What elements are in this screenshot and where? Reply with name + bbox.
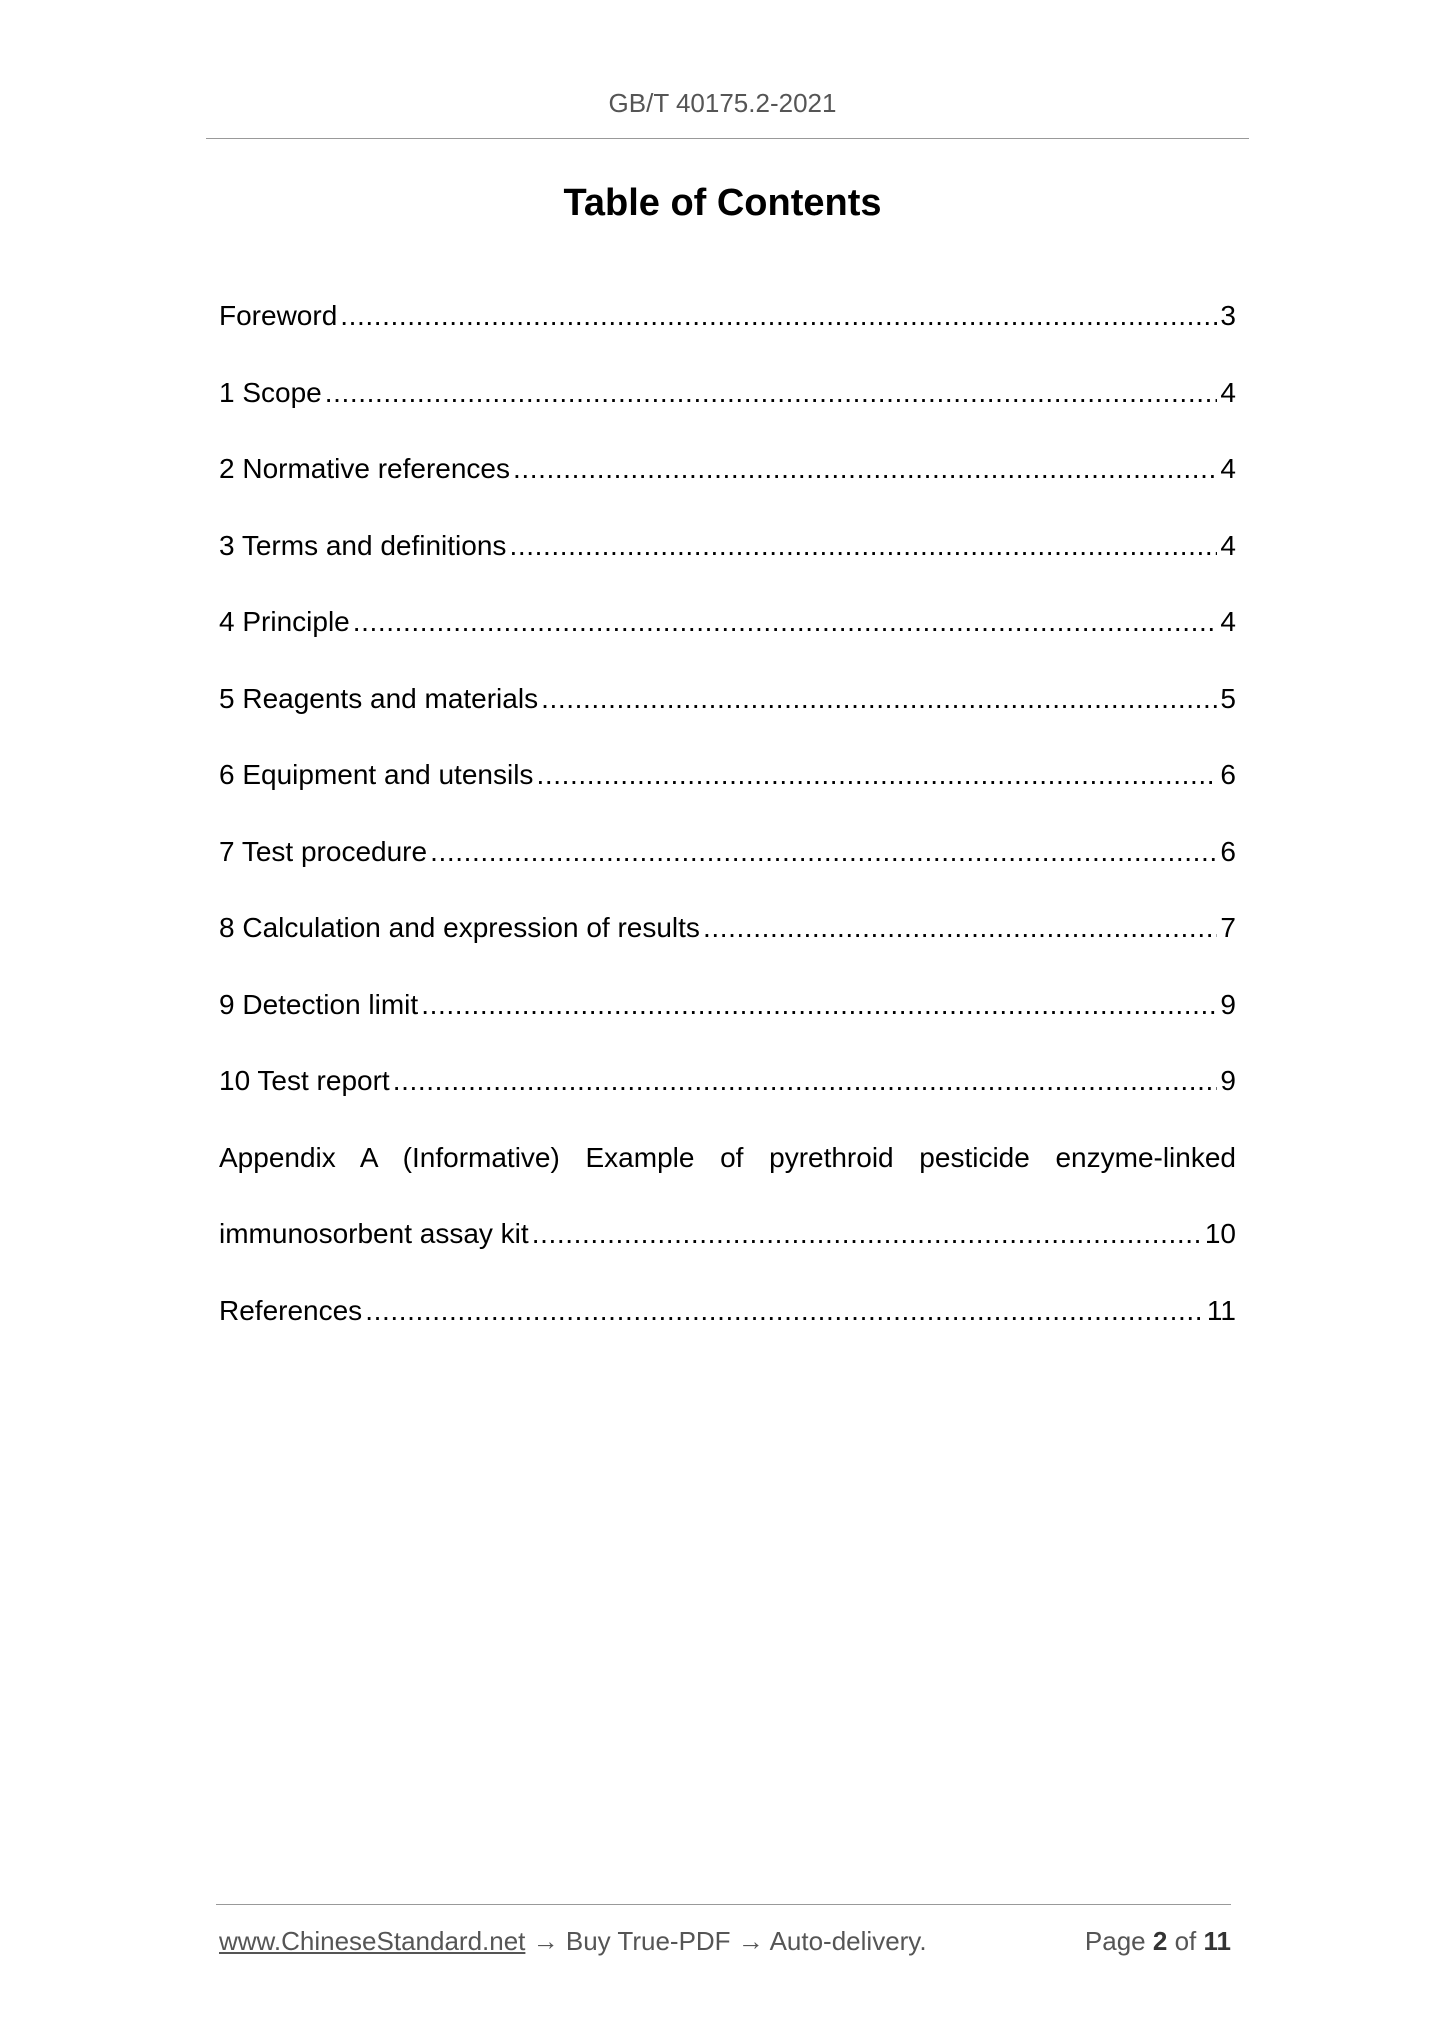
toc-entry-label: 8 Calculation and expression of results bbox=[219, 912, 700, 943]
toc-dot-leader bbox=[325, 377, 1218, 409]
page-title: Table of Contents bbox=[563, 182, 882, 224]
toc-entry-page: 7 bbox=[1220, 912, 1236, 943]
toc-dot-leader bbox=[536, 759, 1217, 791]
toc-dot-leader bbox=[365, 1295, 1204, 1327]
footer-page-prefix: Page bbox=[1084, 1926, 1146, 1956]
toc-entry-page: 3 bbox=[1220, 300, 1236, 331]
toc-entry-foreword[interactable] bbox=[219, 300, 1236, 377]
toc-entry-label: 2 Normative references bbox=[219, 453, 511, 484]
footer-page-number bbox=[1085, 1926, 1231, 1957]
toc-entry-continuation bbox=[219, 1218, 1236, 1295]
toc-dot-leader bbox=[353, 606, 1218, 638]
toc-entry-principle[interactable] bbox=[219, 606, 1236, 683]
toc-entry-reagents-and-materials[interactable] bbox=[219, 683, 1236, 760]
toc-entry-label: 6 Equipment and utensils bbox=[219, 759, 534, 790]
footer-promo-text: → Buy True-PDF → Auto-delivery. bbox=[525, 1926, 927, 1956]
toc-entry-label: Foreword bbox=[219, 300, 338, 331]
toc-entry-page: 4 bbox=[1220, 453, 1236, 484]
footer-promo bbox=[219, 1926, 927, 1957]
toc-entry-normative-references[interactable] bbox=[219, 453, 1236, 530]
toc-entry-scope[interactable] bbox=[219, 377, 1236, 454]
toc-entry-label: References bbox=[219, 1294, 363, 1326]
toc-dot-leader bbox=[393, 1065, 1218, 1097]
toc-entry-page: 6 bbox=[1220, 759, 1236, 790]
toc-entry-test-procedure[interactable] bbox=[219, 836, 1236, 913]
toc-entry-terms-and-definitions[interactable] bbox=[219, 530, 1236, 607]
toc-entry-label: 10 Test report bbox=[219, 1065, 390, 1096]
header-doc-code: GB/T 40175.2-2021 bbox=[608, 88, 837, 118]
toc-entry-test-report[interactable] bbox=[219, 1065, 1236, 1142]
footer-page-current: 2 bbox=[1152, 1926, 1168, 1956]
toc-entry-label: 1 Scope bbox=[219, 376, 322, 408]
toc-dot-leader bbox=[340, 300, 1217, 332]
toc-entry-page: 9 bbox=[1220, 1065, 1236, 1096]
toc-dot-leader bbox=[532, 1218, 1202, 1250]
toc-dot-leader bbox=[421, 989, 1217, 1021]
toc-entry-label: 9 Detection limit bbox=[219, 988, 419, 1020]
toc-entry-references[interactable] bbox=[219, 1295, 1236, 1372]
footer-page-of: of bbox=[1174, 1926, 1197, 1956]
toc-entry-page: 5 bbox=[1220, 682, 1236, 714]
footer-divider bbox=[216, 1904, 1231, 1905]
toc-entry-page: 4 bbox=[1220, 606, 1236, 637]
toc-entry-label: 4 Principle bbox=[219, 606, 350, 637]
page-footer bbox=[219, 1926, 1231, 1957]
toc-entry-page: 4 bbox=[1220, 376, 1236, 408]
toc-entry-detection-limit[interactable] bbox=[219, 989, 1236, 1066]
toc-entry-page: 10 bbox=[1204, 1218, 1236, 1249]
toc-dot-leader bbox=[509, 530, 1217, 562]
toc-entry-appendix-a[interactable] bbox=[219, 1142, 1236, 1295]
toc-entry-label: immunosorbent assay kit bbox=[219, 1218, 529, 1249]
toc-entry-label: 3 Terms and definitions bbox=[219, 529, 507, 561]
toc-dot-leader bbox=[513, 453, 1217, 485]
toc-entry-calculation-and-expression[interactable] bbox=[219, 912, 1236, 989]
footer-site-link[interactable]: www.ChineseStandard.net bbox=[219, 1926, 526, 1956]
toc-entry-equipment-and-utensils[interactable] bbox=[219, 759, 1236, 836]
toc-entry-page: 4 bbox=[1220, 529, 1236, 561]
header-divider bbox=[206, 138, 1249, 139]
toc-entry-page: 6 bbox=[1220, 835, 1236, 867]
toc-entry-page: 11 bbox=[1206, 1294, 1236, 1326]
toc-dot-leader bbox=[541, 683, 1217, 715]
toc-entry-label: Appendix A (Informative) Example of pyrethroid pesticide enzyme-linked bbox=[219, 1141, 1236, 1173]
toc-dot-leader bbox=[703, 912, 1217, 944]
footer-page-total: 11 bbox=[1203, 1926, 1231, 1956]
toc-entry-label: 7 Test procedure bbox=[219, 835, 428, 867]
toc-list bbox=[219, 300, 1236, 1371]
toc-entry-label: 5 Reagents and materials bbox=[219, 682, 539, 714]
toc-dot-leader bbox=[430, 836, 1217, 868]
toc-entry-page: 9 bbox=[1220, 988, 1236, 1020]
